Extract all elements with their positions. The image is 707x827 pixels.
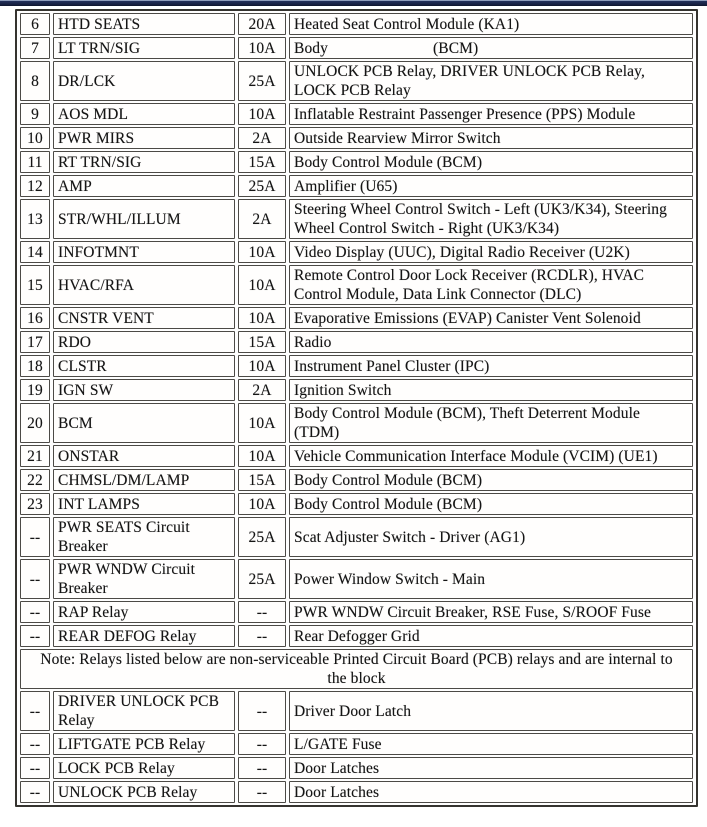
fuse-description-cell: Video Display (UUC), Digital Radio Receiver (U2K) bbox=[289, 241, 693, 263]
fuse-row bbox=[20, 127, 693, 149]
fuse-number-cell: 16 bbox=[20, 307, 50, 329]
fuse-row bbox=[20, 241, 693, 263]
description-text: Body bbox=[294, 39, 328, 57]
fuse-description-cell: Rear Defogger Grid bbox=[289, 625, 693, 647]
fuse-number-cell: 15 bbox=[20, 265, 50, 305]
fuse-name-cell: RAP Relay bbox=[53, 601, 235, 623]
fuse-amperage-cell: 25A bbox=[238, 559, 286, 599]
fuse-amperage-cell: 10A bbox=[238, 355, 286, 377]
fuse-box-table bbox=[15, 9, 698, 807]
fuse-number-cell: 18 bbox=[20, 355, 50, 377]
fuse-description-cell: Radio bbox=[289, 331, 693, 353]
fuse-description-cell: Remote Control Door Lock Receiver (RCDLR), HVAC Control Module, Data Link Connector (DLC) bbox=[289, 265, 693, 305]
fuse-number-cell: 7 bbox=[20, 37, 50, 59]
fuse-description-cell: Inflatable Restraint Passenger Presence (PPS) Module bbox=[289, 103, 693, 125]
fuse-row bbox=[20, 355, 693, 377]
note-row bbox=[20, 649, 693, 689]
fuse-table-body bbox=[20, 13, 693, 803]
fuse-description-cell: Scat Adjuster Switch - Driver (AG1) bbox=[289, 517, 693, 557]
note-text: Note: Relays listed below are non-serviceable Printed Circuit Board (PCB) relays and are internal to the block bbox=[20, 649, 693, 689]
fuse-row bbox=[20, 469, 693, 491]
fuse-number-cell: 21 bbox=[20, 445, 50, 467]
fuse-number-cell: 19 bbox=[20, 379, 50, 401]
fuse-amperage-cell: 15A bbox=[238, 469, 286, 491]
fuse-description-cell: L/GATE Fuse bbox=[289, 733, 693, 755]
description-text-offset: (BCM) bbox=[433, 39, 479, 57]
fuse-description-cell: UNLOCK PCB Relay, DRIVER UNLOCK PCB Relay, LOCK PCB Relay bbox=[289, 61, 693, 101]
fuse-number-cell: -- bbox=[20, 517, 50, 557]
fuse-description-cell: Driver Door Latch bbox=[289, 691, 693, 731]
fuse-description-cell: PWR WNDW Circuit Breaker, RSE Fuse, S/ROOF Fuse bbox=[289, 601, 693, 623]
fuse-name-cell: BCM bbox=[53, 403, 235, 443]
fuse-amperage-cell: 10A bbox=[238, 37, 286, 59]
fuse-amperage-cell: 20A bbox=[238, 13, 286, 35]
fuse-amperage-cell: 15A bbox=[238, 331, 286, 353]
fuse-amperage-cell: 2A bbox=[238, 199, 286, 239]
fuse-number-cell: -- bbox=[20, 733, 50, 755]
fuse-row bbox=[20, 403, 693, 443]
fuse-description-cell: Heated Seat Control Module (KA1) bbox=[289, 13, 693, 35]
fuse-description-cell: Door Latches bbox=[289, 757, 693, 779]
fuse-description-cell: Body Control Module (BCM) bbox=[289, 151, 693, 173]
fuse-row bbox=[20, 265, 693, 305]
fuse-row bbox=[20, 37, 693, 59]
fuse-name-cell: DRIVER UNLOCK PCB Relay bbox=[53, 691, 235, 731]
fuse-amperage-cell: 10A bbox=[238, 307, 286, 329]
fuse-number-cell: 14 bbox=[20, 241, 50, 263]
fuse-description-cell: Outside Rearview Mirror Switch bbox=[289, 127, 693, 149]
fuse-amperage-cell: 10A bbox=[238, 265, 286, 305]
fuse-name-cell: RDO bbox=[53, 331, 235, 353]
fuse-description-cell: Vehicle Communication Interface Module (VCIM) (UE1) bbox=[289, 445, 693, 467]
fuse-number-cell: 20 bbox=[20, 403, 50, 443]
fuse-amperage-cell: -- bbox=[238, 781, 286, 803]
fuse-row bbox=[20, 307, 693, 329]
fuse-amperage-cell: 15A bbox=[238, 151, 286, 173]
fuse-number-cell: -- bbox=[20, 757, 50, 779]
fuse-name-cell: CHMSL/DM/LAMP bbox=[53, 469, 235, 491]
fuse-description-cell bbox=[289, 37, 693, 59]
fuse-name-cell: RT TRN/SIG bbox=[53, 151, 235, 173]
fuse-name-cell: UNLOCK PCB Relay bbox=[53, 781, 235, 803]
fuse-name-cell: LOCK PCB Relay bbox=[53, 757, 235, 779]
fuse-number-cell: 17 bbox=[20, 331, 50, 353]
fuse-amperage-cell: 2A bbox=[238, 127, 286, 149]
fuse-amperage-cell: 25A bbox=[238, 61, 286, 101]
fuse-name-cell: HVAC/RFA bbox=[53, 265, 235, 305]
fuse-row bbox=[20, 103, 693, 125]
fuse-description-cell: Amplifier (U65) bbox=[289, 175, 693, 197]
fuse-row bbox=[20, 151, 693, 173]
fuse-number-cell: 23 bbox=[20, 493, 50, 515]
fuse-description-cell: Ignition Switch bbox=[289, 379, 693, 401]
fuse-row bbox=[20, 781, 693, 803]
fuse-name-cell: HTD SEATS bbox=[53, 13, 235, 35]
fuse-number-cell: 8 bbox=[20, 61, 50, 101]
fuse-name-cell: INT LAMPS bbox=[53, 493, 235, 515]
fuse-description-cell: Instrument Panel Cluster (IPC) bbox=[289, 355, 693, 377]
fuse-row bbox=[20, 199, 693, 239]
fuse-description-cell: Body Control Module (BCM), Theft Deterrent Module (TDM) bbox=[289, 403, 693, 443]
top-blue-bar bbox=[0, 0, 707, 6]
fuse-description-cell: Body Control Module (BCM) bbox=[289, 493, 693, 515]
fuse-number-cell: 12 bbox=[20, 175, 50, 197]
fuse-number-cell: -- bbox=[20, 781, 50, 803]
fuse-amperage-cell: -- bbox=[238, 733, 286, 755]
fuse-name-cell: STR/WHL/ILLUM bbox=[53, 199, 235, 239]
fuse-amperage-cell: 25A bbox=[238, 517, 286, 557]
fuse-number-cell: 6 bbox=[20, 13, 50, 35]
fuse-name-cell: PWR MIRS bbox=[53, 127, 235, 149]
fuse-name-cell: ONSTAR bbox=[53, 445, 235, 467]
fuse-amperage-cell: 10A bbox=[238, 403, 286, 443]
fuse-row bbox=[20, 493, 693, 515]
fuse-row bbox=[20, 601, 693, 623]
fuse-name-cell: LT TRN/SIG bbox=[53, 37, 235, 59]
fuse-amperage-cell: 10A bbox=[238, 493, 286, 515]
fuse-row bbox=[20, 625, 693, 647]
fuse-amperage-cell: -- bbox=[238, 601, 286, 623]
fuse-row bbox=[20, 733, 693, 755]
fuse-row bbox=[20, 175, 693, 197]
fuse-number-cell: -- bbox=[20, 559, 50, 599]
fuse-row bbox=[20, 445, 693, 467]
fuse-description-cell: Steering Wheel Control Switch - Left (UK3/K34), Steering Wheel Control Switch - Right (UK3/K34) bbox=[289, 199, 693, 239]
fuse-amperage-cell: 25A bbox=[238, 175, 286, 197]
fuse-name-cell: AMP bbox=[53, 175, 235, 197]
fuse-number-cell: 11 bbox=[20, 151, 50, 173]
fuse-name-cell: LIFTGATE PCB Relay bbox=[53, 733, 235, 755]
fuse-row bbox=[20, 559, 693, 599]
fuse-row bbox=[20, 13, 693, 35]
fuse-row bbox=[20, 379, 693, 401]
fuse-description-cell: Evaporative Emissions (EVAP) Canister Vent Solenoid bbox=[289, 307, 693, 329]
fuse-row bbox=[20, 691, 693, 731]
fuse-number-cell: 9 bbox=[20, 103, 50, 125]
fuse-amperage-cell: 2A bbox=[238, 379, 286, 401]
fuse-name-cell: IGN SW bbox=[53, 379, 235, 401]
fuse-amperage-cell: 10A bbox=[238, 103, 286, 125]
fuse-amperage-cell: -- bbox=[238, 691, 286, 731]
fuse-name-cell: REAR DEFOG Relay bbox=[53, 625, 235, 647]
fuse-row bbox=[20, 331, 693, 353]
fuse-row bbox=[20, 517, 693, 557]
fuse-name-cell: INFOTMNT bbox=[53, 241, 235, 263]
fuse-number-cell: 13 bbox=[20, 199, 50, 239]
fuse-amperage-cell: -- bbox=[238, 757, 286, 779]
fuse-name-cell: CNSTR VENT bbox=[53, 307, 235, 329]
fuse-number-cell: 10 bbox=[20, 127, 50, 149]
fuse-name-cell: CLSTR bbox=[53, 355, 235, 377]
fuse-description-cell: Body Control Module (BCM) bbox=[289, 469, 693, 491]
fuse-number-cell: -- bbox=[20, 601, 50, 623]
fuse-number-cell: -- bbox=[20, 691, 50, 731]
fuse-amperage-cell: 10A bbox=[238, 445, 286, 467]
fuse-number-cell: 22 bbox=[20, 469, 50, 491]
fuse-number-cell: -- bbox=[20, 625, 50, 647]
fuse-name-cell: DR/LCK bbox=[53, 61, 235, 101]
fuse-amperage-cell: -- bbox=[238, 625, 286, 647]
fuse-row bbox=[20, 757, 693, 779]
fuse-row bbox=[20, 61, 693, 101]
fuse-description-cell: Door Latches bbox=[289, 781, 693, 803]
fuse-name-cell: AOS MDL bbox=[53, 103, 235, 125]
fuse-name-cell: PWR WNDW Circuit Breaker bbox=[53, 559, 235, 599]
fuse-amperage-cell: 10A bbox=[238, 241, 286, 263]
fuse-name-cell: PWR SEATS Circuit Breaker bbox=[53, 517, 235, 557]
fuse-description-cell: Power Window Switch - Main bbox=[289, 559, 693, 599]
